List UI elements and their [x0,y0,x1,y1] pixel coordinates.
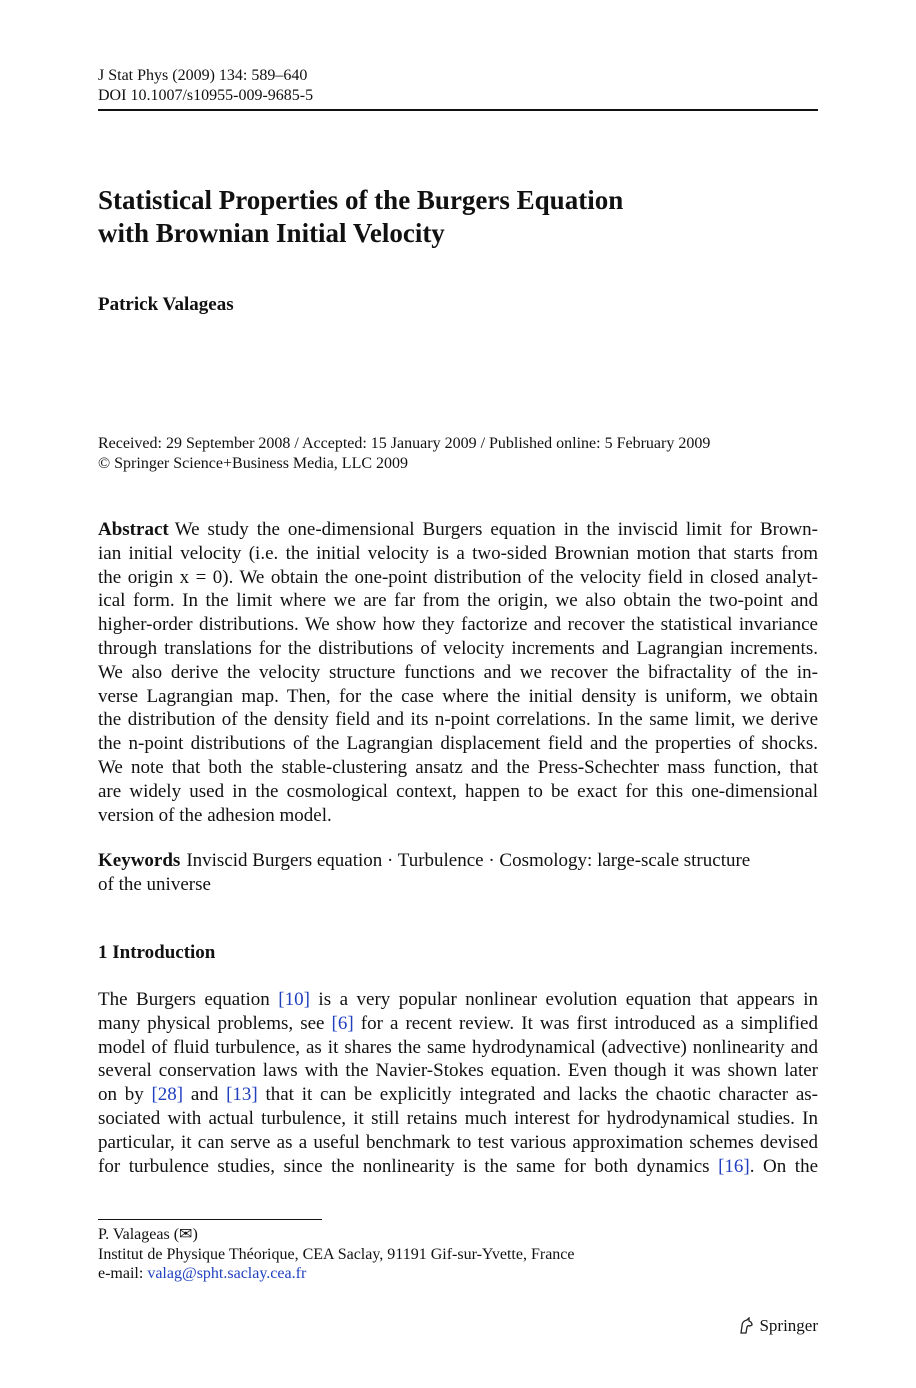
journal-header [98,66,313,105]
citation-link[interactable]: [10] [278,989,310,1010]
citation-link[interactable]: [16] [718,1155,750,1177]
title-line-1: Statistical Properties of the Burgers Equation [98,185,624,215]
keywords [98,849,818,897]
footnote-author: P. Valageas ( [98,1226,180,1243]
history-dates: Received: 29 September 2008 / Accepted: 15 January 2009 / Published online: 5 February 2009 [98,435,711,452]
intro-line: several conservation laws with the Navier-Stokes equation. Even though it was shown later [98,1060,818,1082]
abstract-line: higher-order distributions. We show how they factorize and recover the statistical invariance [98,614,818,636]
paper-title [98,184,623,249]
keywords-text: of the universe [98,873,211,895]
abstract-line: version of the adhesion model. [98,804,332,826]
author-footnote: P. Valageas (✉) Institut de Physique Théorique, CEA Saclay, 91191 Gif-sur-Yvette, France e-mail: valag@spht.saclay.cea.fr [98,1226,575,1282]
citation-link[interactable]: [6] [331,1012,354,1034]
publication-history [98,434,710,473]
intro-line: for turbulence studies, since the nonlinearity is the same for both dynamics [16]. On the [98,1155,818,1177]
abstract-line: are widely used in the cosmological context, happen to be exact for this one-dimensional [98,780,818,802]
journal-citation: J Stat Phys (2009) 134: 589–640 [98,67,308,84]
section-heading: 1 Introduction [98,942,216,963]
abstract-line: ical form. In the limit where we are far from the origin, we also obtain the two-point and [98,590,818,612]
email-link[interactable]: valag@spht.saclay.cea.fr [147,1265,307,1282]
header-rule [98,109,818,111]
intro-line: many physical problems, see [6] for a recent review. It was first introduced as a simplified [98,1012,818,1034]
abstract-line: ian initial velocity (i.e. the initial velocity is a two-sided Brownian motion that starts from [98,542,818,564]
publisher-name: Springer [759,1316,818,1335]
abstract-line: the n-point distributions of the Lagrangian displacement field and the properties of shocks. [98,733,818,755]
citation-link[interactable]: [13] [226,1084,258,1106]
keywords-label: Keywords [98,850,181,871]
citation-link[interactable]: [28] [151,1084,184,1106]
springer-horse-icon [737,1317,755,1335]
affiliation: Institut de Physique Théorique, CEA Saclay, 91191 Gif-sur-Yvette, France [98,1245,575,1263]
abstract-line: verse Lagrangian map. Then, for the case where the initial density is uniform, we obtain [98,685,818,707]
abstract-label: Abstract [98,519,169,540]
abstract-line: We also derive the velocity structure functions and we recover the bifractality of the in- [98,661,818,683]
abstract-line: through translations for the distributions of velocity increments and Lagrangian increments. [98,637,818,659]
abstract-line: the origin x = 0). We obtain the one-point distribution of the velocity field in closed analyt- [98,566,818,588]
copyright: © Springer Science+Business Media, LLC 2009 [98,454,409,472]
abstract-line: We note that both the stable-clustering ansatz and the Press-Schechter mass function, that [98,756,818,778]
abstract-line: Abstract We study the one-dimensional Burgers equation in the inviscid limit for Brown- [98,519,818,540]
footnote-rule [98,1219,322,1220]
keywords-text: Inviscid Burgers equation · Turbulence · Cosmology: large-scale structure [186,850,751,871]
abstract-line: the distribution of the density field and its n-point correlations. In the same limit, we derive [98,709,818,731]
introduction-paragraph [98,988,818,1178]
intro-line: The Burgers equation [10] is a very popular nonlinear evolution equation that appears in [98,989,819,1010]
doi: DOI 10.1007/s10955-009-9685-5 [98,86,314,104]
abstract [98,518,818,827]
envelope-icon: ✉ [179,1226,193,1243]
publisher-logo [737,1316,818,1336]
intro-line: on by [28] and [13] that it can be explicitly integrated and lacks the chaotic character as- [98,1084,818,1106]
author-name: Patrick Valageas [98,294,234,315]
intro-line: sociated with actual turbulence, it still retains much interest for hydrodynamical studies. In [98,1107,818,1129]
intro-line: particular, it can serve as a useful benchmark to test various approximation schemes devised [98,1131,818,1153]
intro-line: model of fluid turbulence, as it shares the same hydrodynamical (advective) nonlinearity and [98,1036,818,1058]
title-line-2: with Brownian Initial Velocity [98,217,445,248]
